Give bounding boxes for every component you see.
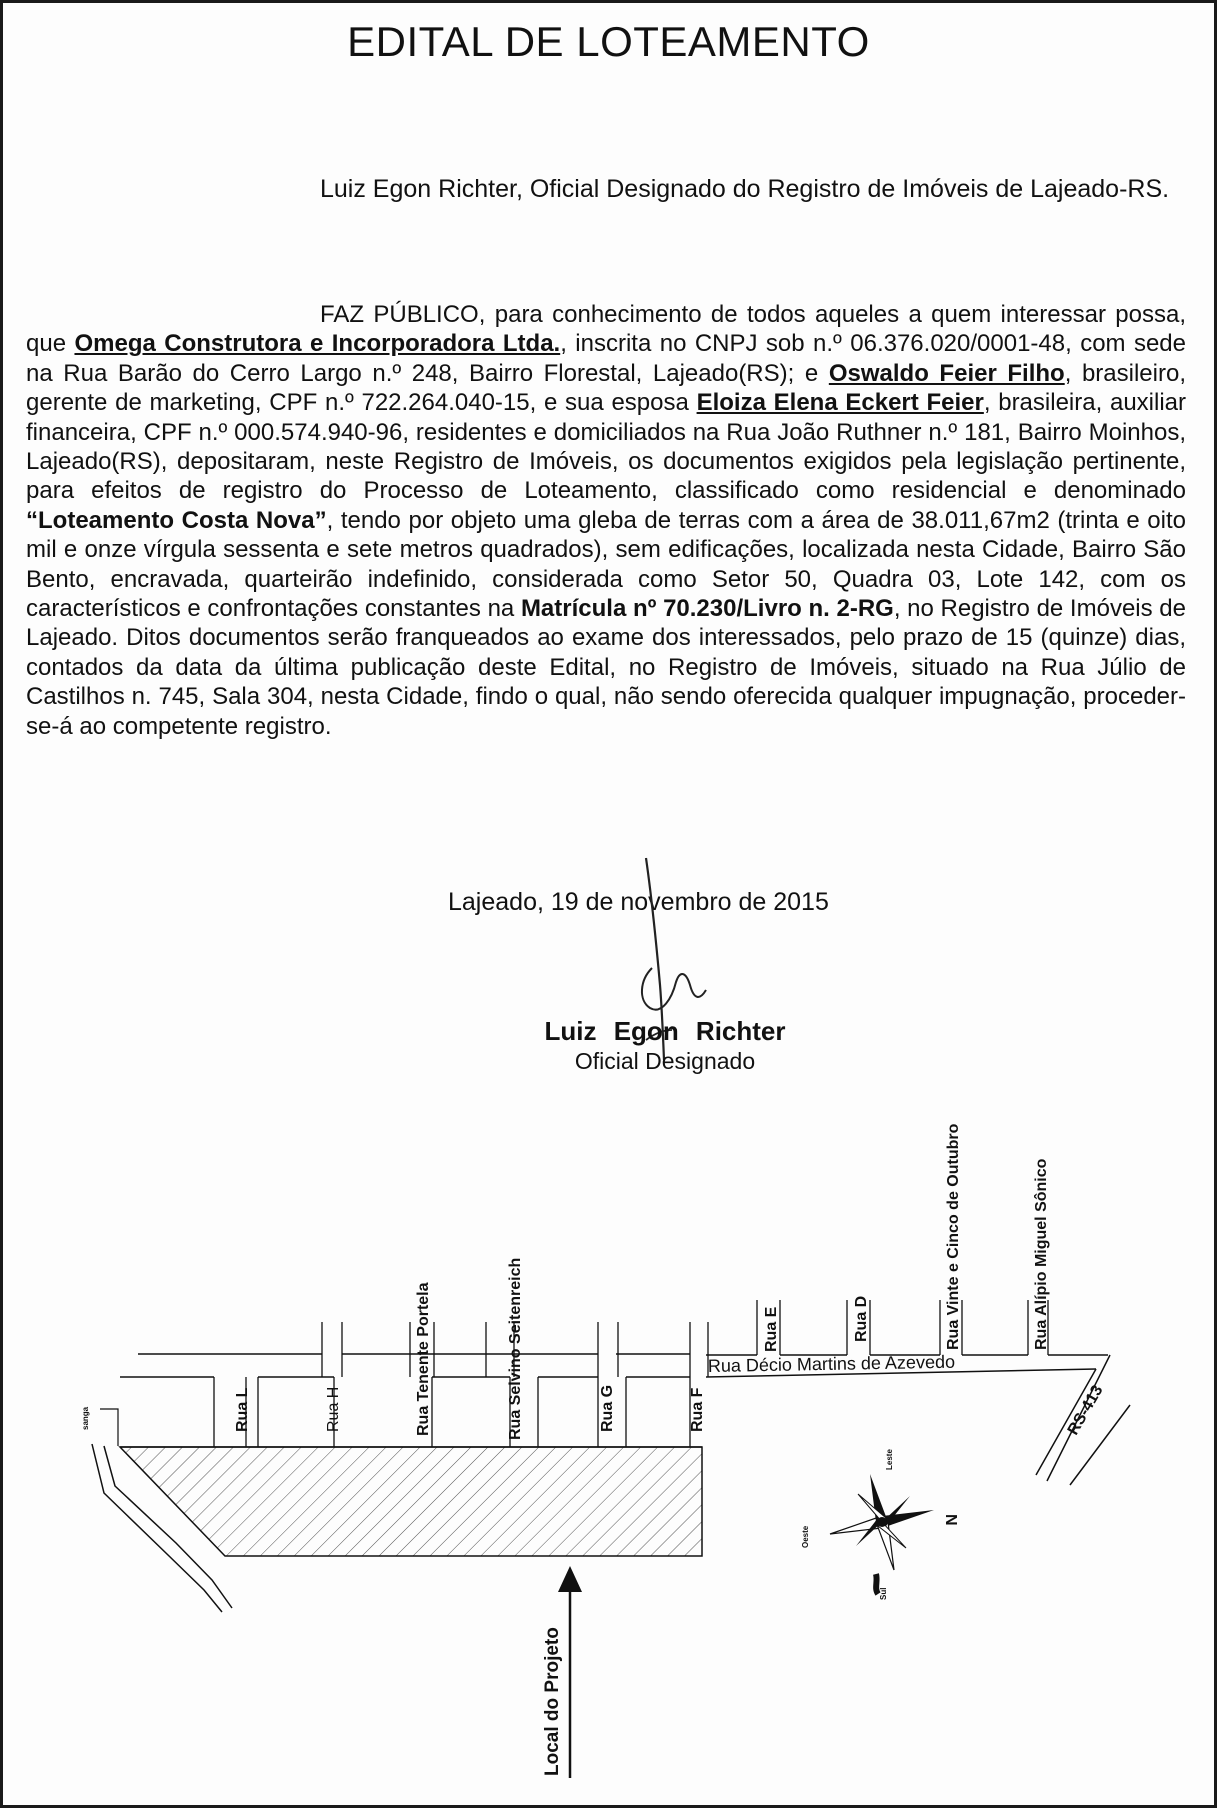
street-tenente-portela: Rua Tenente Portela [415, 1282, 432, 1436]
compass-rose-icon [830, 1474, 934, 1594]
street-rua-e: Rua E [763, 1306, 780, 1352]
street-rua-d: Rua D [853, 1295, 870, 1342]
street-rua-l: Rua L [234, 1387, 251, 1432]
compass-east: Leste [885, 1449, 894, 1470]
project-name: “Loteamento Costa Nova” [26, 506, 327, 534]
street-selvino-seitenreich: Rua Selvino Seitenreich [507, 1257, 524, 1440]
signatory-role: Oficial Designado [574, 1048, 756, 1074]
compass-north: N [942, 1514, 959, 1526]
stream-label: sanga [81, 1406, 90, 1430]
person-name-2: Eloiza Elena Eckert Feier [696, 389, 984, 417]
street-rua-f: Rua F [689, 1387, 706, 1432]
highway-label: RS-413 [1064, 1382, 1107, 1438]
body-text-3: , brasileiro, gerente de marketing, CPF n.º 722.264.040-15, e sua esposa [26, 359, 1186, 417]
compass-west: Oeste [801, 1525, 810, 1548]
body-text-2: , inscrita no CNPJ sob n.º 06.376.020/0001-48, com sede na Rua Barão do Cerro Largo n.º 248, Bairro Florestal, Lajeado(RS); e [26, 330, 1186, 387]
body-text-6: , no Registro de Imóveis de Lajeado. Ditos documentos serão franqueados ao exame dos interessados, pelo prazo de 15 (quinze) dias, contados da data da última publicação deste Edital, no Registro de Imóveis, situado na Rua Júlio de Castilhos n. 745, Sala 304, nesta Cidade, findo o qual, não sendo oferecida qualquer impugnação, proceder-se-á ao competente registro. [26, 595, 1186, 740]
street-vinte-cinco-outubro: Rua Vinte e Cinco de Outubro [945, 1123, 962, 1350]
project-area [120, 1447, 702, 1556]
matricula-reference: Matrícula nº 70.230/Livro n. 2-RG [520, 595, 894, 623]
signatory-name: Luiz Egon Richter [544, 1016, 786, 1046]
project-location-label: Local do Projeto [542, 1627, 563, 1776]
street-rua-g: Rua G [599, 1384, 616, 1432]
arrow-head-icon [558, 1566, 582, 1592]
street-rua-h: Rua H [325, 1386, 342, 1432]
document-date: Lajeado, 19 de novembro de 2015 [448, 888, 829, 916]
body-text-1: FAZ PÚBLICO, para conhecimento de todos aqueles a quem interessar possa, que [26, 301, 1186, 358]
street-alipio-miguel-sonico: Rua Alípio Miguel Sônico [1033, 1158, 1050, 1350]
document-title: EDITAL DE LOTEAMENTO [347, 18, 870, 65]
main-road-label: Rua Décio Martins de Azevedo [707, 1351, 956, 1376]
body-text-5: , tendo por objeto uma gleba de terras com a área de 38.011,67m2 (trinta e oito mil e onze vírgula sessenta e sete metros quadrados), sem edificações, localizada nesta Cidade, Bairro São Bento, encravada, quarteirão indefinido, considerada como Setor 50, Quadra 03, Lote 142, com os característicos e confrontações constantes na [26, 506, 1186, 623]
body-text-4: , brasileira, auxiliar financeira, CPF n.º 000.574.940-96, residentes e domiciliados na Rua João Ruthner n.º 181, Bairro Moinhos, Lajeado(RS), depositaram, neste Registro de Imóveis, os documentos exigidos pela legislação pertinente, para efeitos de registro do Processo de Loteamento, classificado como residencial e denominado [26, 389, 1187, 505]
compass-south: Sul [879, 1587, 888, 1600]
company-name: Omega Construtora e Incorporadora Ltda. [74, 330, 561, 358]
person-name-1: Oswaldo Feier Filho [828, 359, 1065, 387]
intro-paragraph: Luiz Egon Richter, Oficial Designado do Registro de Imóveis de Lajeado-RS. [320, 175, 1170, 203]
